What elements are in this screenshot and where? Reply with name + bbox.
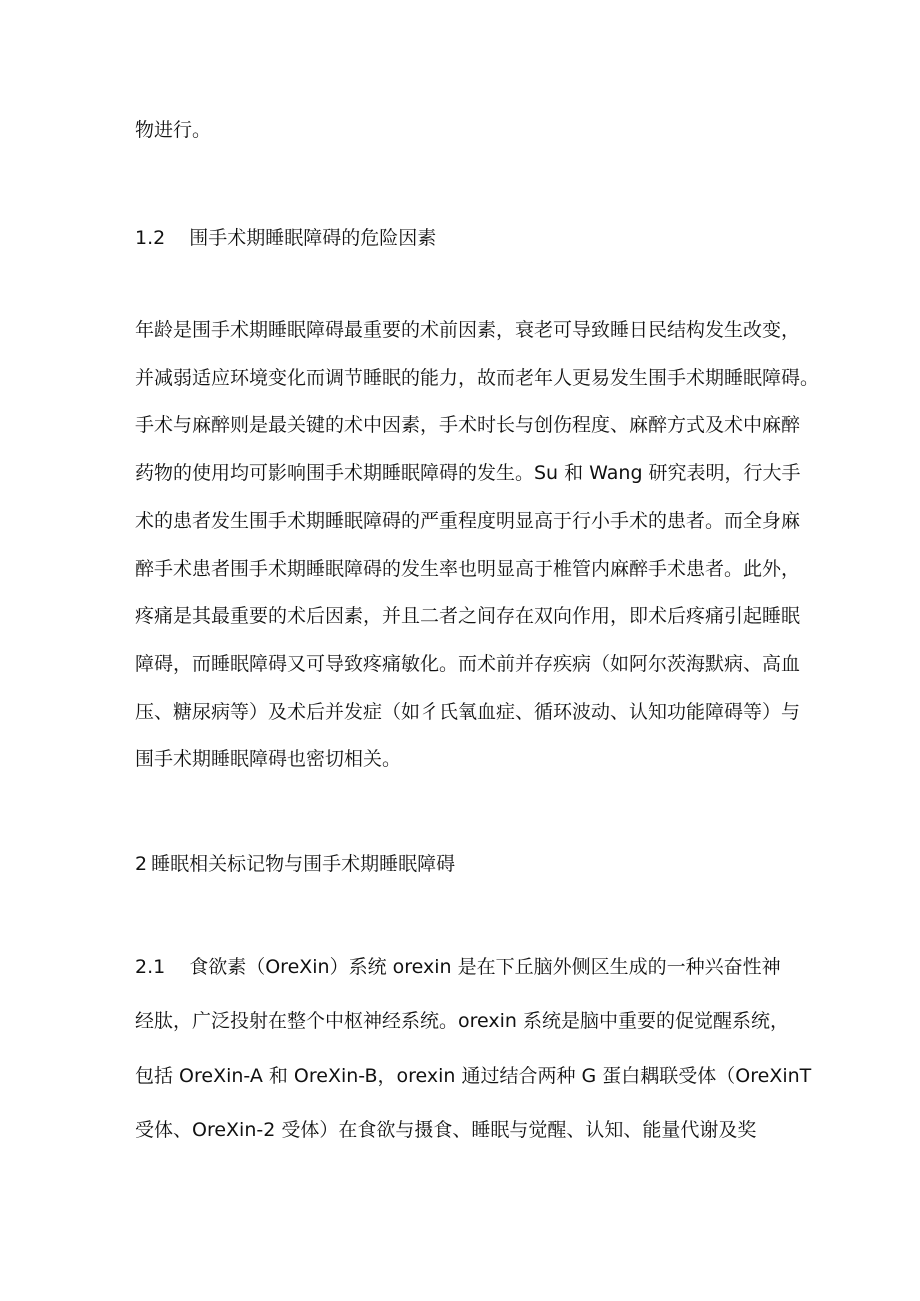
section-heading-1-2: [135, 226, 436, 250]
section-title: 睡眠相关标记物与围手术期睡眠障碍: [151, 853, 456, 875]
paragraph-line: 疼痛是其最重要的术后因素，并且二者之间存在双向作用，即术后疼痛引起睡眠: [135, 605, 801, 627]
section-number: 2.1: [135, 956, 166, 978]
paragraph-line: 并减弱适应环境变化而调节睡眠的能力，故而老年人更易发生围手术期睡眠障碍。: [135, 367, 820, 389]
paragraph-line: 围手术期睡眠障碍也密切相关。: [135, 748, 402, 770]
paragraph-line: 年龄是围手术期睡眠障碍最重要的术前因素，衰老可导致睡日民结构发生改变，: [135, 319, 801, 341]
section-heading-2-1: [135, 955, 781, 979]
section-number: 2: [135, 853, 148, 875]
continuation-text: 物进行。: [135, 119, 212, 141]
paragraph-line: 包括 OreXin-A 和 OreXin-B，orexin 通过结合两种 G 蛋白耦联受体（OreXinT: [135, 1065, 812, 1087]
section-title: 围手术期睡眠障碍的危险因素: [189, 227, 437, 249]
paragraph-line: 压、糖尿病等）及术后并发症（如彳氏氧血症、循环波动、认知功能障碍等）与: [135, 701, 801, 723]
paragraph-line: 醉手术患者围手术期睡眠障碍的发生率也明显高于椎管内麻醉手术患者。此外，: [135, 558, 801, 580]
section-first-line: 食欲素（OreXin）系统 orexin 是在下丘脑外侧区生成的一种兴奋性神: [189, 956, 781, 978]
paragraph-line: 受体、OreXin-2 受体）在食欲与摄食、睡眠与觉醒、认知、能量代谢及奖: [135, 1119, 757, 1141]
paragraph-line: 药物的使用均可影响围手术期睡眠障碍的发生。Su 和 Wang 研究表明，行大手: [135, 462, 801, 484]
paragraph-line: 手术与麻醉则是最关键的术中因素，手术时长与创伤程度、麻醉方式及术中麻醉: [135, 414, 801, 436]
paragraph-line: 障碍，而睡眠障碍又可导致疼痛敏化。而术前并存疾病（如阿尔茨海默病、高血: [135, 653, 801, 675]
paragraph-line: 经肽，广泛投射在整个中枢神经系统。orexin 系统是脑中重要的促觉醒系统，: [135, 1010, 789, 1032]
section-heading-2: [135, 852, 455, 876]
paragraph-line: 术的患者发生围手术期睡眠障碍的严重程度明显高于行小手术的患者。而全身麻: [135, 510, 801, 532]
section-number: 1.2: [135, 227, 166, 249]
